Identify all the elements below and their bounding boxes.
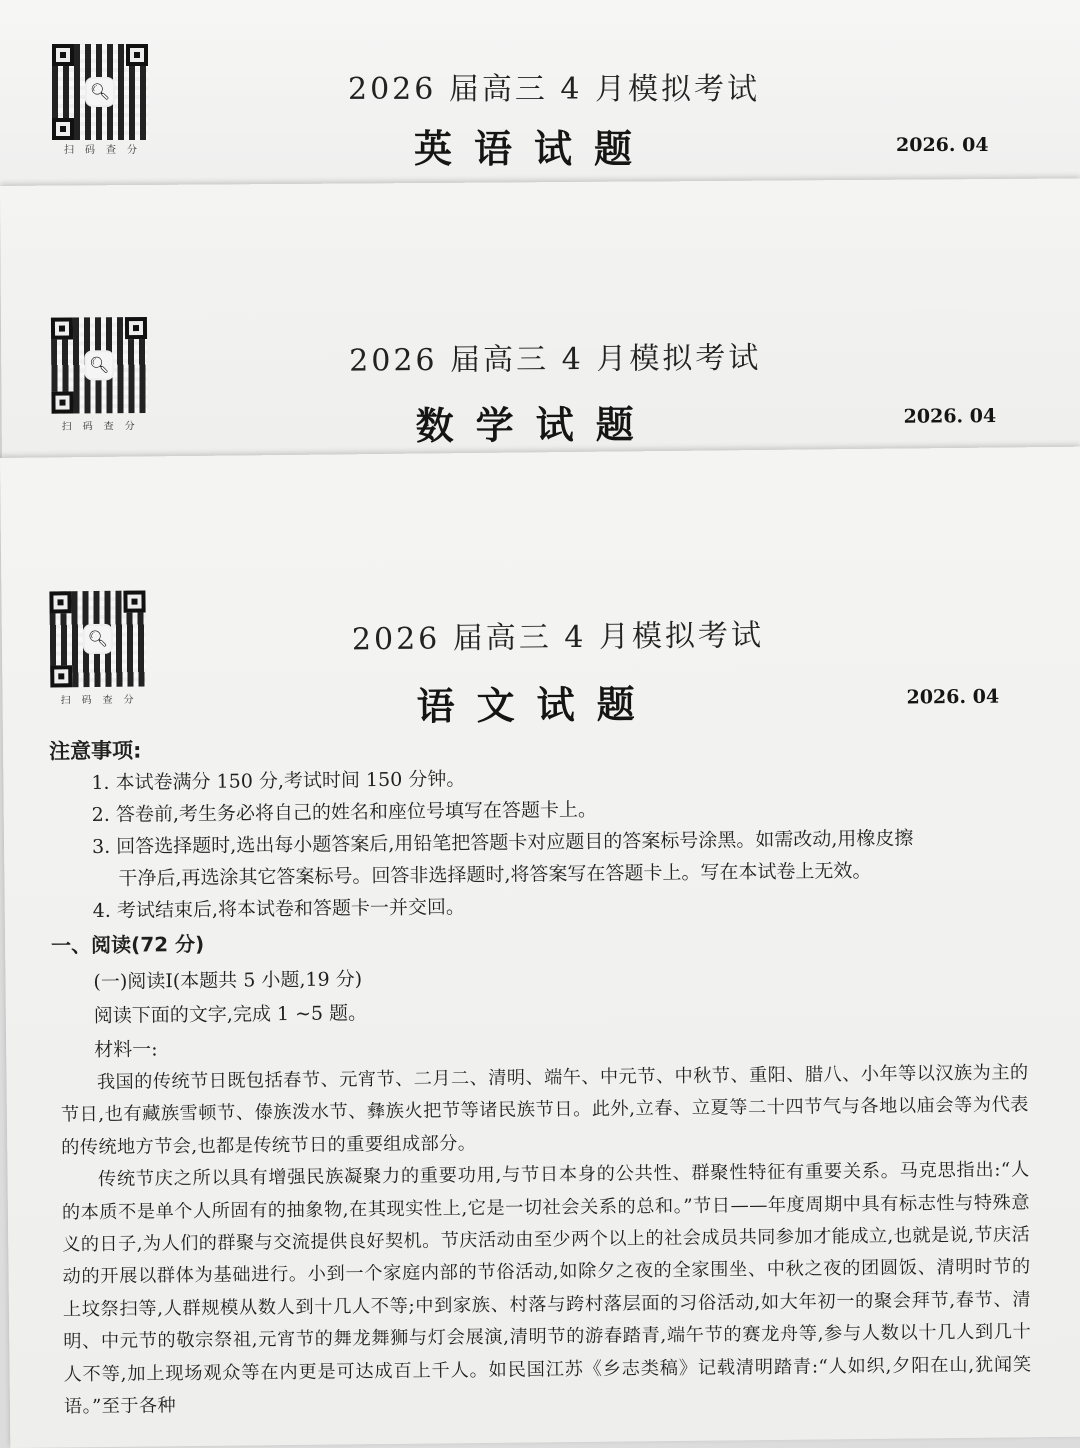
subsection-block — [93, 962, 367, 1067]
notes-item: 4. 考试结束后,将本试卷和答题卡一并交回。 — [92, 896, 466, 923]
reading-instruction: 阅读下面的文字,完成 1 ~5 题。 — [93, 1002, 368, 1028]
subsection-title: (一)阅读Ⅰ(本题共 5 小题,19 分) — [93, 968, 363, 994]
qr-code-icon — [49, 590, 146, 687]
exam-title: 2026 届高三 4 月模拟考试 — [351, 618, 765, 658]
search-icon: 🔍︎ — [85, 626, 111, 652]
subject-title: 数学试题 — [415, 401, 656, 449]
english-exam-sheet — [0, 0, 1080, 200]
notes-item: 1. 本试卷满分 150 分,考试时间 150 分钟。 — [91, 768, 466, 795]
notes-item-continuation: 干净后,再选涂其它答案标号。回答非选择题时,将答案写在答题卡上。写在本试卷上无效。 — [118, 859, 872, 890]
qr-caption: 扫码查分 — [64, 145, 148, 156]
qr-code-icon — [51, 317, 148, 414]
chinese-exam-sheet — [0, 447, 1080, 1448]
notes-item: 2. 答卷前,考生务必将自己的姓名和座位号填写在答题卡上。 — [91, 798, 598, 827]
section-heading: 一、阅读(72 分) — [50, 931, 205, 958]
exam-date: 2026. 04 — [896, 134, 989, 156]
exam-date: 2026. 04 — [903, 405, 997, 428]
exam-title: 2026 届高三 4 月模拟考试 — [348, 72, 761, 107]
reading-passage — [60, 1057, 1032, 1424]
qr-code-icon — [52, 44, 148, 140]
notes-list — [91, 757, 1033, 927]
subject-title: 英语试题 — [414, 126, 655, 171]
exam-title: 2026 届高三 4 月模拟考试 — [349, 340, 762, 379]
search-icon: 🔍︎ — [86, 352, 112, 378]
qr-caption: 扫码查分 — [60, 694, 145, 707]
subject-title: 语文试题 — [416, 681, 657, 729]
exam-date: 2026. 04 — [906, 685, 1000, 709]
passage-paragraph: 我国的传统节日既包括春节、元宵节、二月二、清明、端午、中元节、中秋节、重阳、腊八、小年等以汉族为主的节日,也有藏族雪顿节、傣族泼水节、彝族火把节等诸民族节日。此外,立春、立夏等二十四节气与各地以庙会等为代表的传统地方节会,也都是传统节日的重要组成部分。 — [60, 1062, 1029, 1159]
qr-caption: 扫码查分 — [61, 420, 146, 433]
math-exam-sheet — [0, 178, 1080, 486]
material-label: 材料一: — [94, 1038, 158, 1062]
notes-item: 3. 回答选择题时,选出每小题答案后,用铅笔把答题卡对应题目的答案标号涂黑。如需改动,用橡皮擦 — [91, 827, 914, 859]
notes-heading: 注意事项: — [48, 738, 142, 764]
passage-paragraph: 传统节庆之所以具有增强民族凝聚力的重要功用,与节日本身的公共性、群聚性特征有重要关系。马克思指出:“人的本质不是单个人所固有的抽象物,在其现实性上,它是一切社会关系的总和。”节日——年度周期中具有标志性与特殊意义的日子,为人们的群聚与交流提供良好契机。节庆活动由至少两个以上的社会成员共同参加才能成立,也就是说,节庆活动的开展以群体为基础进行。小到一个家庭内部的节俗活动,如除夕之夜的全家围坐、中秋之夜的团圆饭、清明时节的上坟祭扫等,人群规模从数人到十几人不等;中到家族、村落与跨村落层面的习俗活动,如大年初一的聚会拜节,春节、清明、中元节的敬宗祭祖,元宵节的舞龙舞狮与灯会展演,清明节的游春踏青,端午节的赛龙舟等,参与人数以十几人到几十人不等,加上现场观众等在内更是可达成百上千人。如民国江苏《乡志类稿》记载清明踏青:“人如织,夕阳在山,犹闻笑语。”至于各种 — [61, 1159, 1032, 1418]
search-icon: 🔍︎ — [87, 79, 113, 105]
